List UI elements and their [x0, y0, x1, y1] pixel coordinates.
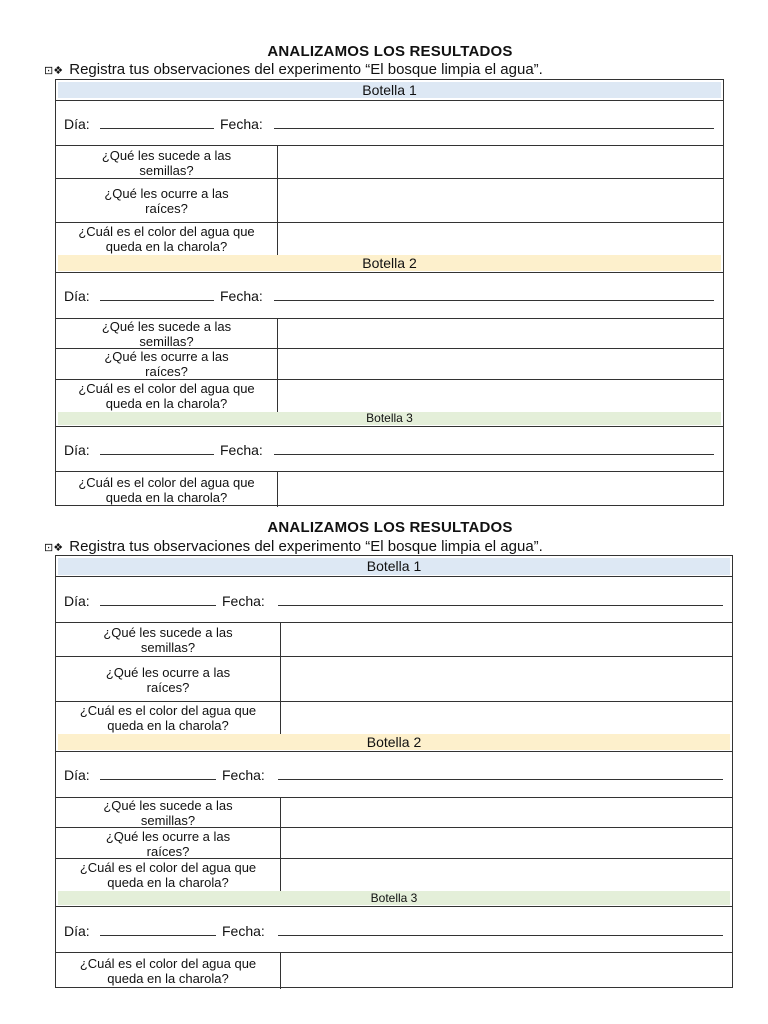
day-blank[interactable] [100, 128, 214, 129]
bottle-1-label: Botella 1 [366, 558, 422, 574]
date-row [56, 100, 723, 145]
question-row [56, 145, 723, 179]
date-blank[interactable] [278, 935, 723, 936]
date-row [56, 751, 732, 797]
question-water-color: ¿Cuál es el color del agua que queda en la charola? [56, 223, 278, 255]
date-blank[interactable] [274, 128, 714, 129]
question-seeds: ¿Qué les sucede a las semillas? [56, 623, 281, 657]
bottle-3-header [58, 891, 730, 905]
bottle-2-label: Botella 2 [362, 255, 417, 271]
question-row [56, 348, 723, 379]
question-row [56, 858, 732, 890]
date-row [56, 906, 732, 952]
instruction-line [44, 538, 543, 555]
bottle-3-header [58, 412, 721, 425]
date-label: Fecha: [222, 923, 265, 939]
observation-table [55, 79, 724, 506]
worksheet-title: ANALIZAMOS LOS RESULTADOS [267, 519, 513, 536]
question-roots: ¿Qué les ocurre a las raíces? [56, 657, 281, 702]
question-roots: ¿Qué les ocurre a las raíces? [56, 828, 281, 859]
day-blank[interactable] [100, 300, 214, 301]
question-row [56, 797, 732, 828]
instruction-text: Registra tus observaciones del experimento “El bosque limpia el agua”. [69, 538, 543, 555]
bottle-3-label: Botella 3 [370, 891, 418, 905]
day-blank[interactable] [100, 605, 216, 606]
date-blank[interactable] [274, 454, 714, 455]
date-label: Fecha: [220, 288, 263, 304]
date-label: Fecha: [220, 442, 263, 458]
bottle-3-label: Botella 3 [366, 411, 413, 425]
day-label: Día: [64, 116, 90, 132]
diamond-bullet-icon: ⊡❖ [44, 542, 64, 554]
question-row [56, 827, 732, 859]
worksheet-title: ANALIZAMOS LOS RESULTADOS [267, 43, 513, 60]
instruction-line [44, 61, 543, 78]
date-blank[interactable] [278, 779, 723, 780]
date-label: Fecha: [222, 767, 265, 783]
question-row [56, 379, 723, 411]
question-water-color: ¿Cuál es el color del agua que queda en la charola? [56, 953, 281, 989]
diamond-bullet-icon: ⊡❖ [44, 65, 64, 77]
bottle-1-label: Botella 1 [362, 82, 417, 98]
question-row [56, 656, 732, 702]
question-water-color: ¿Cuál es el color del agua que queda en la charola? [56, 380, 278, 412]
question-row [56, 622, 732, 657]
day-blank[interactable] [100, 779, 216, 780]
question-water-color: ¿Cuál es el color del agua que queda en la charola? [56, 859, 281, 891]
day-label: Día: [64, 288, 90, 304]
date-blank[interactable] [274, 300, 714, 301]
day-label: Día: [64, 442, 90, 458]
question-roots: ¿Qué les ocurre a las raíces? [56, 179, 278, 222]
bottle-2-header [58, 255, 721, 271]
question-row [56, 471, 723, 506]
day-label: Día: [64, 593, 90, 609]
bottle-1-header [58, 82, 721, 98]
date-label: Fecha: [220, 116, 263, 132]
question-water-color: ¿Cuál es el color del agua que queda en la charola? [56, 702, 281, 734]
day-label: Día: [64, 767, 90, 783]
question-seeds: ¿Qué les sucede a las semillas? [56, 319, 278, 349]
date-row [56, 272, 723, 318]
question-row [56, 318, 723, 349]
question-seeds: ¿Qué les sucede a las semillas? [56, 798, 281, 828]
bottle-2-header [58, 734, 730, 750]
day-blank[interactable] [100, 935, 216, 936]
question-row [56, 952, 732, 988]
day-blank[interactable] [100, 454, 214, 455]
instruction-text: Registra tus observaciones del experimento “El bosque limpia el agua”. [69, 61, 543, 78]
date-row [56, 426, 723, 472]
question-water-color: ¿Cuál es el color del agua que queda en la charola? [56, 472, 278, 507]
question-row [56, 222, 723, 254]
bottle-1-header [58, 558, 730, 575]
question-seeds: ¿Qué les sucede a las semillas? [56, 146, 278, 179]
question-roots: ¿Qué les ocurre a las raíces? [56, 349, 278, 379]
date-row [56, 576, 732, 622]
question-row [56, 701, 732, 733]
date-label: Fecha: [222, 593, 265, 609]
bottle-2-label: Botella 2 [366, 734, 422, 750]
date-blank[interactable] [278, 605, 723, 606]
observation-table [55, 555, 733, 988]
question-row [56, 178, 723, 222]
day-label: Día: [64, 923, 90, 939]
